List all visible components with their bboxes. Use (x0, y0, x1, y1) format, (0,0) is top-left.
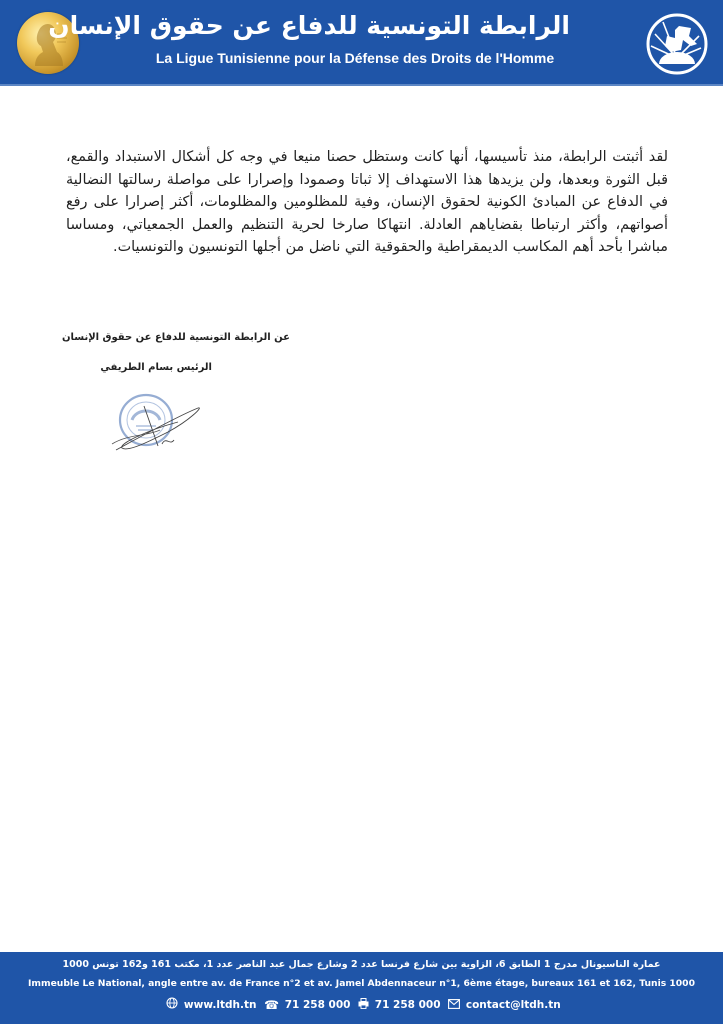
footer-address-arabic: عمارة الناسيونال مدرج 1 الطابق 6، الزاوية بين شارع فرنسا عدد 2 وشارع جمال عبد الناصر عدد 1، مكتب 161 و162 تونس 1000 (62, 959, 661, 970)
footer-email-link[interactable]: contact@ltdh.tn (465, 999, 561, 1011)
footer-contact-line (0, 997, 723, 1013)
footer-address-french: Immeuble Le National, angle entre av. de France n°2 et av. Jamel Abdennaceur n°1, 6ème étage, bureaux 161 et 162, Tunis 1000 (28, 978, 695, 989)
stamp-signature-icon (108, 386, 204, 466)
fax-icon (358, 997, 369, 1013)
phone-icon: ☎ (264, 998, 280, 1012)
letterhead-footer (0, 952, 723, 1024)
statement-paragraph: لقد أثبتت الرابطة، منذ تأسيسها، أنها كانت وستظل حصنا منيعا في وجه كل أشكال الاستبداد والقمع، قبل الثورة وبعدها، ولن يزيدها هذا الاستهداف إلا ثباتا وصمودا وإصرارا على مواصلة رسالتها النضالية في الدفاع عن المبادئ الكونية لحقوق الإنسان، وفية للمظلومين والمظلومات، أكثر إصرارا على رفع أصواتهم، وأكثر ارتباطا بقضاياهم العادلة. انتهاكا صارخا لحرية التنظيم والعمل الجمعياتي، ومساسا مباشرا بأحد أهم المكاسب الديمقراطية والحقوقية التي ناضل من أجلها التونسيون والتونسيات. (66, 149, 668, 256)
letterhead-header (0, 0, 723, 86)
footer-website-link[interactable]: www.ltdh.tn (183, 999, 257, 1011)
footer-phone: 71 258 000 (284, 999, 351, 1011)
org-title-arabic: الرابطة التونسية للدفاع عن حقوق الإنسان (48, 11, 570, 40)
org-title-french: La Ligue Tunisienne pour la Défense des Droits de l'Homme (155, 50, 555, 66)
globe-icon (166, 997, 178, 1013)
footer-fax: 71 258 000 (374, 999, 441, 1011)
ltdh-logo-icon (645, 12, 709, 76)
envelope-icon (448, 997, 460, 1013)
signature-organization: عن الرابطة التونسية للدفاع عن حقوق الإنسان (61, 332, 290, 343)
signature-president-name: الرئيس بسام الطريفي (100, 362, 212, 373)
